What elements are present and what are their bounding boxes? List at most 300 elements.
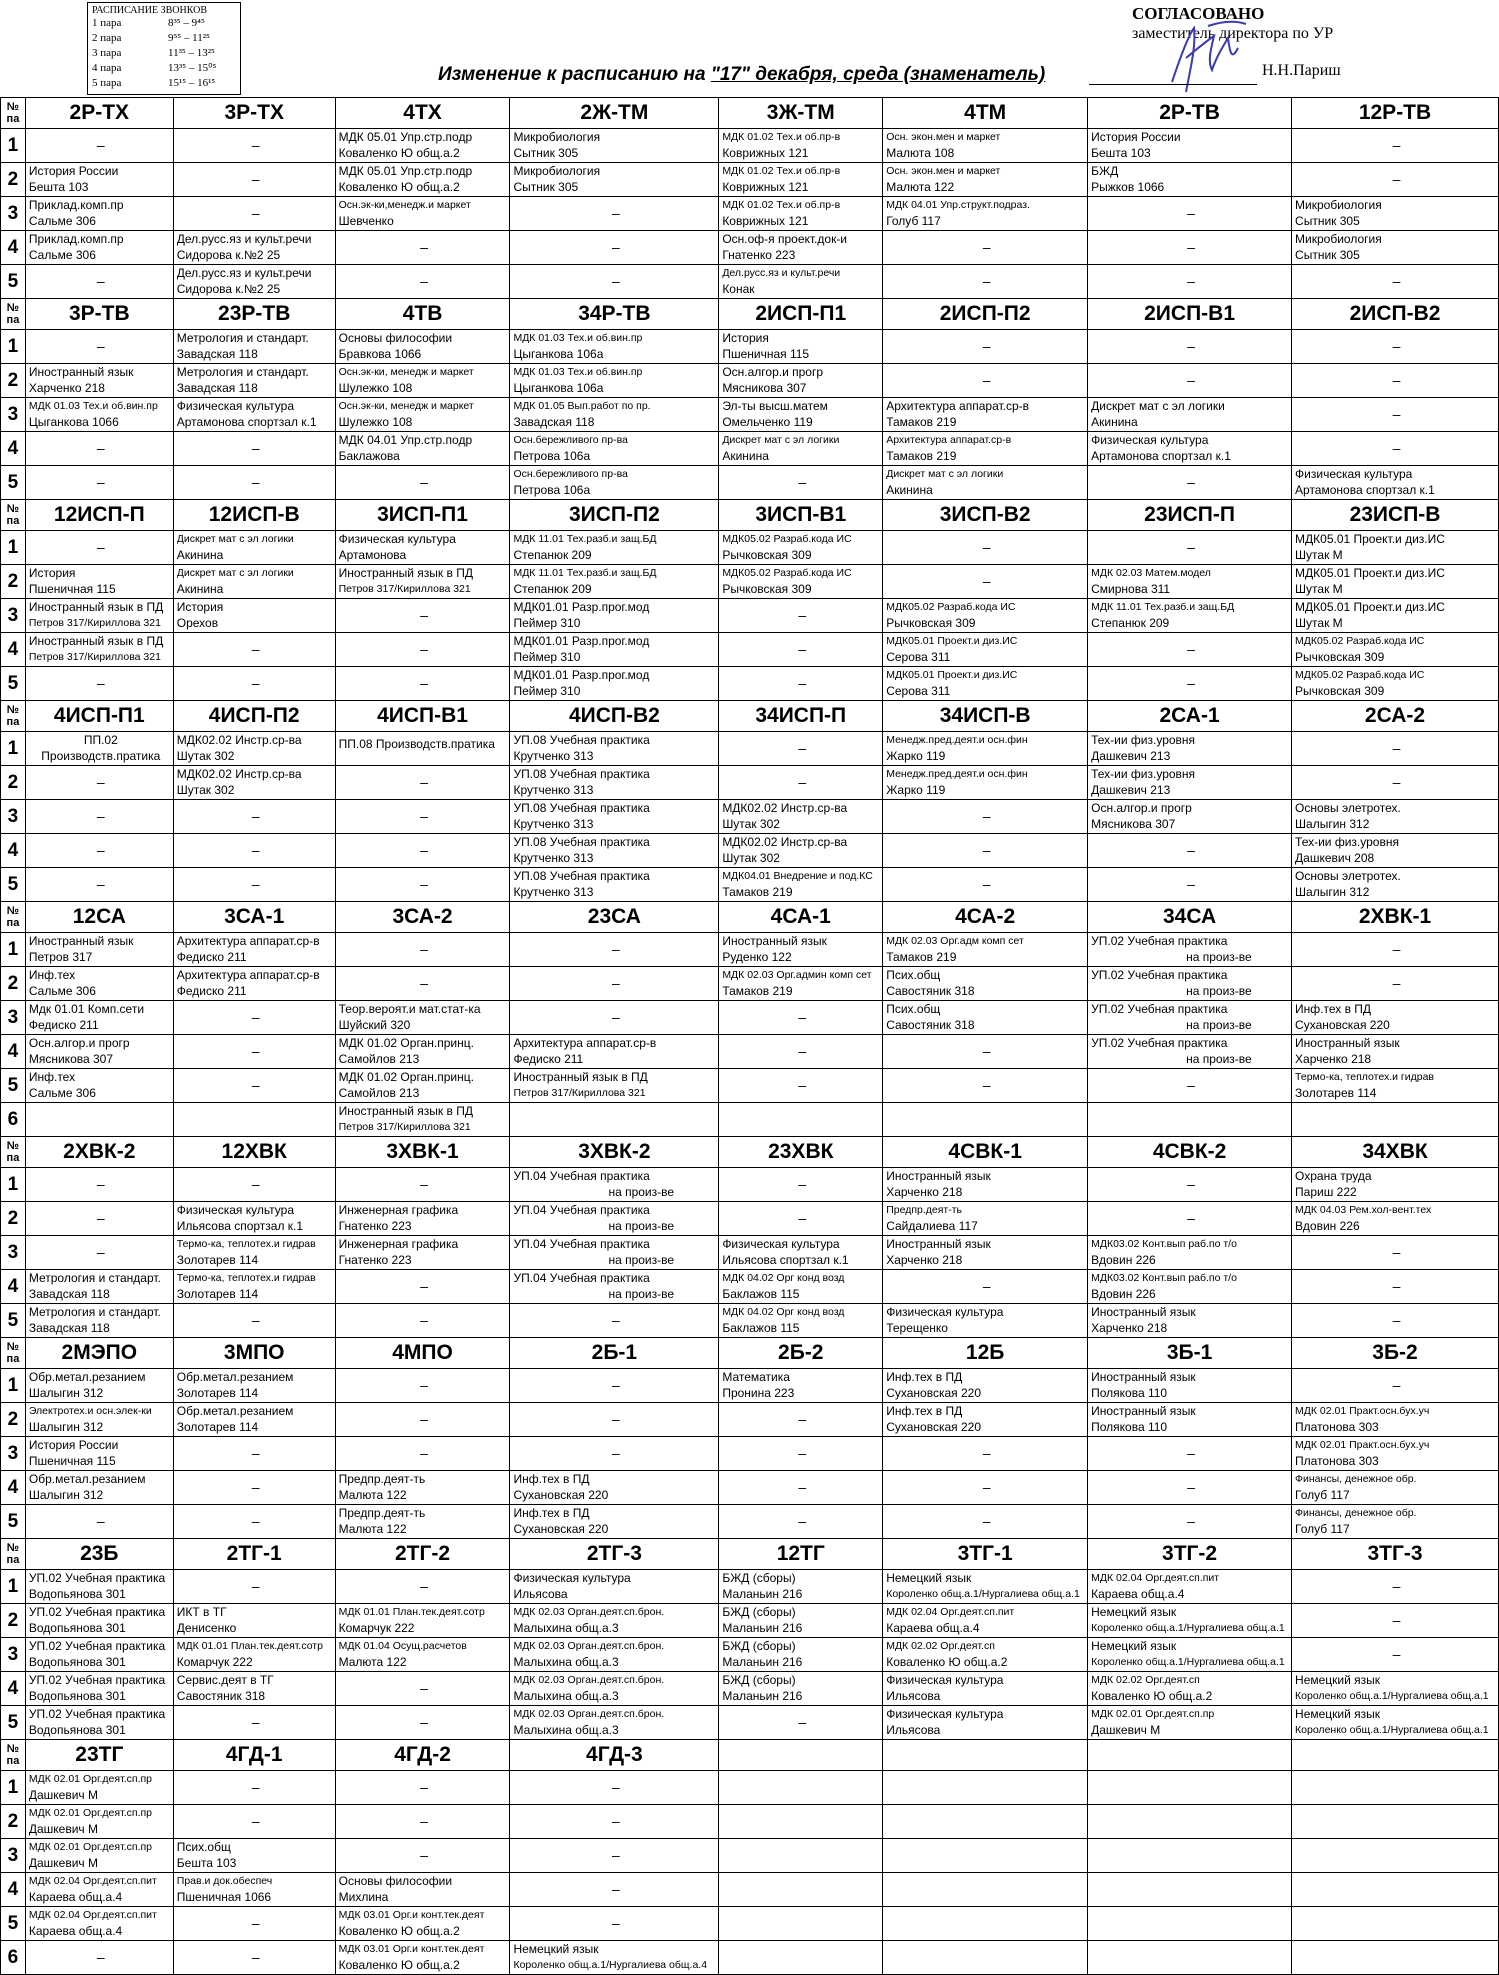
group-header: 2Б-1	[510, 1338, 719, 1369]
subject: Иностранный язык в ПД	[338, 1104, 473, 1118]
empty-slot: –	[1392, 406, 1401, 422]
subject: МДК 11.01 Тех.разб.и защ.БД	[1091, 601, 1235, 613]
teacher-room: Сухановская 220	[513, 1522, 609, 1536]
lesson-cell	[510, 1369, 719, 1403]
lesson-cell	[335, 1805, 510, 1839]
lesson-cell	[335, 1771, 510, 1805]
group-header: 4ГД-3	[510, 1740, 719, 1771]
subject: Финансы, денежное обр.	[1295, 1507, 1417, 1519]
teacher-room: Сальме 306	[28, 214, 96, 228]
lesson-cell	[883, 1270, 1088, 1304]
group-header: 34ИСП-В	[883, 701, 1088, 732]
pair-number: 2	[1, 967, 26, 1001]
lesson-cell	[173, 1638, 335, 1672]
pair-number: 3	[1, 1001, 26, 1035]
empty-slot: –	[251, 1714, 260, 1730]
teacher-room: Петров 317	[28, 950, 93, 964]
pair-row	[1, 667, 1499, 701]
teacher-room: Михлина	[338, 1890, 389, 1904]
lesson-cell	[1292, 1907, 1499, 1941]
empty-slot: –	[1392, 372, 1401, 388]
lesson-cell	[719, 1437, 883, 1471]
subject: МДК 02.04 Орг.деят.сп.пит	[886, 1606, 1015, 1618]
lesson-cell	[25, 1805, 173, 1839]
lesson-cell	[719, 1236, 883, 1270]
teacher-room: Пеймер 310	[513, 616, 581, 630]
lesson-cell	[173, 231, 335, 265]
group-header: 23Р-ТВ	[173, 299, 335, 330]
subject: Тех-ии физ.уровня	[1091, 767, 1196, 781]
teacher-room: Дашкевич 213	[1091, 749, 1171, 763]
lesson-cell	[173, 1035, 335, 1069]
lesson-cell	[335, 1437, 510, 1471]
subject: МДК02.02 Инстр.ср-ва	[176, 733, 302, 747]
group-header: 2ХВК-2	[25, 1137, 173, 1168]
empty-slot: –	[251, 1445, 260, 1461]
teacher-room: Золотарев 114	[176, 1287, 259, 1301]
pair-row	[1, 1771, 1499, 1805]
pair-number: 5	[1, 1907, 26, 1941]
lesson-cell	[883, 1069, 1088, 1103]
subject: ПП.08 Производств.пратика	[338, 737, 495, 751]
lesson-cell	[883, 834, 1088, 868]
subject: Математика	[722, 1370, 790, 1384]
lesson-cell	[25, 1907, 173, 1941]
group-header: 3Р-ТВ	[25, 299, 173, 330]
lesson-cell	[883, 800, 1088, 834]
lesson-cell	[719, 1103, 883, 1137]
lesson-cell	[335, 330, 510, 364]
lesson-cell	[335, 1570, 510, 1604]
empty-slot: –	[251, 675, 260, 691]
subject: МДК 02.03 Орг.адм комп сет	[886, 935, 1024, 947]
subject: Иностранный язык	[1295, 1036, 1400, 1050]
bell-row	[92, 31, 236, 46]
lesson-cell	[335, 129, 510, 163]
empty-slot: –	[1187, 539, 1195, 555]
pair-row	[1, 800, 1499, 834]
empty-slot: –	[1187, 1479, 1195, 1495]
lesson-cell	[719, 1202, 883, 1236]
lesson-cell	[883, 398, 1088, 432]
teacher-room: Терещенко	[886, 1321, 948, 1335]
subject: МДК 02.04 Орг.деят.сп.пит	[28, 1875, 157, 1887]
empty-slot: –	[420, 474, 428, 490]
lesson-cell	[1292, 330, 1499, 364]
teacher-room: Тамаков 219	[886, 950, 957, 964]
empty-slot: –	[982, 239, 991, 255]
teacher-room: Малютa 108	[886, 146, 955, 160]
teacher-room: Крутченко 313	[513, 817, 594, 831]
subject: МДК 01.03 Тех.и об.вин.пр	[513, 332, 643, 344]
group-header: 23ХВК	[719, 1137, 883, 1168]
lesson-cell	[173, 599, 335, 633]
empty-slot: –	[1392, 1646, 1401, 1662]
lesson-cell	[173, 766, 335, 800]
subject: История	[176, 600, 224, 614]
empty-slot: –	[982, 338, 991, 354]
bell-time: 13³⁵ – 15⁰⁵	[168, 62, 217, 74]
lesson-cell	[1088, 197, 1292, 231]
subject: Основы философии	[338, 1874, 453, 1888]
teacher-room: Малыхина общ.а.3	[513, 1723, 619, 1737]
pair-row	[1, 129, 1499, 163]
teacher-room: Сухановская 220	[513, 1488, 609, 1502]
empty-slot: –	[420, 1680, 428, 1696]
group-header: 12ИСП-В	[173, 500, 335, 531]
pair-number: 4	[1, 1471, 26, 1505]
empty-slot: –	[1187, 239, 1195, 255]
lesson-cell	[719, 265, 883, 299]
teacher-room: Акинина	[176, 548, 224, 562]
subject: МДК02.02 Инстр.ср-ва	[722, 801, 848, 815]
empty-slot: –	[982, 372, 991, 388]
subject: МДК 11.01 Тех.разб.и защ.БД	[513, 567, 657, 579]
teacher-room: Шутак 302	[176, 783, 235, 797]
teacher-room: Завадская 118	[176, 381, 258, 395]
lesson-cell	[719, 1839, 883, 1873]
subject: МДК 05.01 Упр.стр.подр	[338, 130, 473, 144]
lesson-cell	[335, 766, 510, 800]
lesson-cell	[510, 868, 719, 902]
empty-slot: –	[1187, 1445, 1195, 1461]
lesson-cell	[1088, 1437, 1292, 1471]
subject: Тех-ии физ.уровня	[1295, 835, 1399, 849]
lesson-cell	[883, 565, 1088, 599]
teacher-room: Шутак М	[1295, 616, 1343, 630]
lesson-cell	[1088, 565, 1292, 599]
lesson-cell	[1088, 1505, 1292, 1539]
subject: Иностранный язык	[1091, 1305, 1196, 1319]
teacher-room: Комарчук 222	[338, 1621, 415, 1635]
subject: МДК05.02 Разраб.кода ИС	[1295, 635, 1425, 647]
teacher-room: Пеймер 310	[513, 684, 581, 698]
pair-number: 3	[1, 197, 26, 231]
pair-row	[1, 766, 1499, 800]
subject: МДК 01.02 Тех.и об.пр-в	[722, 131, 841, 143]
group-header: 4СА-2	[883, 902, 1088, 933]
teacher-room: Петров 317/Кириллова 321	[513, 1087, 646, 1099]
teacher-room: Завадская 118	[513, 415, 595, 429]
lesson-cell	[25, 398, 173, 432]
lesson-cell	[1292, 1570, 1499, 1604]
lesson-cell	[173, 1369, 335, 1403]
empty-slot: –	[96, 273, 105, 289]
subject: Псих.общ	[886, 968, 941, 982]
subject: УП.04 Учебная практика	[513, 1237, 650, 1251]
lesson-cell	[25, 129, 173, 163]
lesson-cell	[1088, 129, 1292, 163]
subject: Немецкий язык	[886, 1571, 972, 1585]
lesson-cell	[25, 466, 173, 500]
subject: Иностранный язык в ПД	[338, 566, 473, 580]
group-header: 12ИСП-П	[25, 500, 173, 531]
teacher-room: Маланьин 216	[722, 1689, 803, 1703]
teacher-room: Денисенко	[176, 1621, 237, 1635]
teacher-room: Мясникова 307	[28, 1052, 114, 1066]
subject: Дискрет мат с эл логики	[1091, 399, 1225, 413]
empty-slot: –	[611, 1779, 620, 1795]
lesson-cell	[173, 1505, 335, 1539]
lesson-cell	[1292, 466, 1499, 500]
lesson-cell	[1088, 766, 1292, 800]
lesson-cell	[719, 732, 883, 766]
lesson-cell	[1292, 834, 1499, 868]
subject: Обр.метал.резанием	[28, 1472, 146, 1486]
subject: История России	[28, 1438, 119, 1452]
pair-row	[1, 163, 1499, 197]
empty-slot: –	[251, 1813, 260, 1829]
empty-slot: –	[420, 941, 428, 957]
pair-row	[1, 1001, 1499, 1035]
teacher-room: Золотарев 114	[176, 1386, 259, 1400]
subject: МДК 11.01 Тех.разб.и защ.БД	[513, 533, 657, 545]
empty-slot: –	[1392, 941, 1401, 957]
empty-slot: –	[96, 774, 105, 790]
lesson-cell	[1292, 868, 1499, 902]
teacher-room: Малыхина общ.а.3	[513, 1689, 619, 1703]
subject: Обр.метал.резанием	[28, 1370, 146, 1384]
subject: МДК 02.03 Орган.деят.сп.брон.	[513, 1708, 665, 1720]
teacher-room: Сытник 305	[513, 180, 579, 194]
pair-row	[1, 1570, 1499, 1604]
lesson-cell	[25, 1069, 173, 1103]
teacher-room: Рычковская 309	[1295, 684, 1385, 698]
lesson-cell	[335, 1873, 510, 1907]
pair-number: 4	[1, 432, 26, 466]
subject: Приклад.комп.пр	[28, 232, 124, 246]
lesson-cell	[25, 197, 173, 231]
subject: Инф.тех в ПД	[513, 1506, 590, 1520]
empty-slot: –	[251, 1176, 260, 1192]
subject: Инф.тех в ПД	[513, 1472, 590, 1486]
lesson-cell	[173, 197, 335, 231]
lesson-cell	[510, 1604, 719, 1638]
lesson-cell	[1292, 398, 1499, 432]
empty-slot: –	[611, 941, 620, 957]
empty-slot: –	[251, 1479, 260, 1495]
subject: Теор.вероят.и мат.стат-ка	[338, 1002, 481, 1016]
empty-slot: –	[611, 205, 620, 221]
lesson-cell	[510, 1236, 719, 1270]
lesson-cell	[1088, 330, 1292, 364]
approval-head: СОГЛАСОВАНО	[1132, 4, 1265, 23]
teacher-room: Водопьянова 301	[28, 1655, 126, 1669]
lesson-cell	[719, 667, 883, 701]
subject: МДК 01.03 Тех.и об.вин.пр	[28, 400, 158, 412]
lesson-cell	[719, 933, 883, 967]
subject: МДК 04.01 Упр.структ.подраз.	[886, 199, 1030, 211]
teacher-room: Полякова 110	[1091, 1386, 1168, 1400]
lesson-cell	[719, 231, 883, 265]
teacher-room: Сальме 306	[28, 1086, 96, 1100]
empty-slot: –	[798, 1176, 807, 1192]
bell-row	[92, 61, 236, 76]
lesson-cell	[1088, 1604, 1292, 1638]
subject: Финансы, денежное обр.	[1295, 1473, 1417, 1485]
lesson-cell	[1292, 1202, 1499, 1236]
subject: УП.08 Учебная практика	[513, 733, 650, 747]
subject: Архитектура аппарат.ср-в	[176, 968, 320, 982]
lesson-cell	[1088, 466, 1292, 500]
lesson-cell	[1088, 1236, 1292, 1270]
subject: История	[28, 566, 76, 580]
teacher-room: Харченко 218	[886, 1185, 963, 1199]
teacher-room: Сытник 305	[513, 146, 579, 160]
subject: Осн. экон.мен и маркет	[886, 131, 1001, 143]
subject: Осн.алгор.и прогр	[1091, 801, 1192, 815]
lesson-cell	[510, 1069, 719, 1103]
lesson-cell	[1292, 531, 1499, 565]
teacher-room: Баклажов 115	[722, 1321, 800, 1335]
subject: Дел.русс.яз и культ.речи	[722, 267, 841, 279]
teacher-room: Серова 311	[886, 684, 951, 698]
lesson-cell	[1088, 531, 1292, 565]
pair-row	[1, 933, 1499, 967]
subject: Метрология и стандарт.	[28, 1271, 161, 1285]
group-header	[1292, 1740, 1499, 1771]
empty-slot: –	[96, 1244, 105, 1260]
group-header: 3Б-1	[1088, 1338, 1292, 1369]
empty-slot: –	[1392, 273, 1401, 289]
empty-slot: –	[251, 1043, 260, 1059]
lesson-cell	[173, 732, 335, 766]
teacher-room: Дашкевич 208	[1295, 851, 1375, 865]
lesson-cell	[719, 1505, 883, 1539]
subject: Инф.тех в ПД	[1295, 1002, 1372, 1016]
group-header-row	[1, 1539, 1499, 1570]
pair-row	[1, 834, 1499, 868]
subject: Микробиология	[1295, 232, 1382, 246]
teacher-room: Платонова 303	[1295, 1454, 1379, 1468]
empty-slot: –	[420, 1445, 428, 1461]
signature-line	[1089, 84, 1257, 85]
lesson-cell	[1292, 1873, 1499, 1907]
pair-number: 1	[1, 1570, 26, 1604]
pair-row	[1, 1270, 1499, 1304]
lesson-cell	[25, 800, 173, 834]
lesson-cell	[173, 1771, 335, 1805]
pair-row	[1, 432, 1499, 466]
lesson-cell	[1292, 1001, 1499, 1035]
subject: МДК05.02 Разраб.кода ИС	[1295, 669, 1425, 681]
lesson-cell	[883, 732, 1088, 766]
lesson-cell	[883, 1202, 1088, 1236]
lesson-cell	[510, 1706, 719, 1740]
subject: МДК05.02 Разраб.кода ИС	[722, 533, 852, 545]
lesson-cell	[510, 933, 719, 967]
lesson-cell	[719, 967, 883, 1001]
group-header-row	[1, 500, 1499, 531]
lesson-cell	[883, 432, 1088, 466]
lesson-cell	[719, 1672, 883, 1706]
pair-number-header: № па	[1, 500, 26, 531]
lesson-cell	[1088, 364, 1292, 398]
lesson-cell	[25, 1706, 173, 1740]
lesson-cell	[883, 330, 1088, 364]
subject: МДК04.01 Внедрение и под.КС	[722, 870, 873, 882]
lesson-cell	[510, 1035, 719, 1069]
pair-row	[1, 531, 1499, 565]
subject: Сервис.деят в ТГ	[176, 1673, 274, 1687]
lesson-cell	[25, 732, 173, 766]
lesson-cell	[883, 933, 1088, 967]
subject: УП.04 Учебная практика	[513, 1271, 650, 1285]
lesson-cell	[335, 1403, 510, 1437]
subject: БЖД (сборы)	[722, 1571, 796, 1585]
empty-slot: –	[1392, 171, 1401, 187]
lesson-cell	[510, 766, 719, 800]
teacher-room: Артамонова	[338, 548, 407, 562]
teacher-room: Шалыгин 312	[28, 1488, 104, 1502]
subject: УП.08 Учебная практика	[513, 835, 650, 849]
group-header-row	[1, 701, 1499, 732]
lesson-cell	[1292, 1437, 1499, 1471]
teacher-room: Крутченко 313	[513, 885, 594, 899]
pair-number: 3	[1, 1437, 26, 1471]
lesson-cell	[25, 1270, 173, 1304]
teacher-room: Водопьянова 301	[28, 1723, 126, 1737]
empty-slot: –	[420, 1779, 428, 1795]
empty-slot: –	[1187, 842, 1195, 858]
pair-number: 1	[1, 330, 26, 364]
group-header: 23СА	[510, 902, 719, 933]
teacher-room: Самойлов 213	[338, 1052, 420, 1066]
empty-slot: –	[420, 808, 428, 824]
subject: Тех-ии физ.уровня	[1091, 733, 1196, 747]
lesson-cell	[719, 1270, 883, 1304]
subject: МДК 02.03 Матем.модел	[1091, 567, 1211, 579]
teacher-room: Сытник 305	[1295, 214, 1360, 228]
empty-slot: –	[420, 607, 428, 623]
empty-slot: –	[1187, 675, 1195, 691]
subject: Физическая культура	[1091, 433, 1209, 447]
subject: МДК 05.01 Упр.стр.подр	[338, 164, 473, 178]
subject: УП.02 Учебная практика	[28, 1639, 166, 1653]
subject: Дискрет мат с эл логики	[176, 533, 294, 545]
subject: МДК 04.03 Рем.хол-вент.тех	[1295, 1204, 1432, 1216]
lesson-cell	[1088, 1638, 1292, 1672]
pair-number-header: № па	[1, 1740, 26, 1771]
subject: Физическая культура	[176, 399, 295, 413]
empty-slot: –	[798, 607, 807, 623]
pair-number: 2	[1, 1805, 26, 1839]
subject: МДК 01.04 Осущ.расчетов	[338, 1640, 467, 1652]
empty-slot: –	[1392, 1278, 1401, 1294]
group-header: 2Р-ТХ	[25, 98, 173, 129]
approval-name: Н.Н.Париш	[1262, 62, 1341, 79]
empty-slot: –	[251, 1915, 260, 1931]
lesson-cell	[173, 967, 335, 1001]
empty-slot: –	[611, 1377, 620, 1393]
teacher-room: на произ-ве	[608, 1219, 675, 1233]
lesson-cell	[1292, 1304, 1499, 1338]
subject: БЖД (сборы)	[722, 1673, 796, 1687]
group-header: 3МПО	[173, 1338, 335, 1369]
lesson-cell	[883, 1638, 1088, 1672]
empty-slot: –	[1187, 273, 1195, 289]
lesson-cell	[25, 1505, 173, 1539]
group-header: 3СА-1	[173, 902, 335, 933]
lesson-cell	[883, 1805, 1088, 1839]
empty-slot: –	[420, 1578, 428, 1594]
subject: Осн. экон.мен и маркет	[886, 165, 1001, 177]
empty-slot: –	[251, 1949, 260, 1965]
lesson-cell	[173, 330, 335, 364]
teacher-room: Цыганкова 106а	[513, 381, 604, 395]
empty-slot: –	[1392, 975, 1401, 991]
subject: МДК 02.01 Орг.деят.сп.пр	[1091, 1708, 1215, 1720]
